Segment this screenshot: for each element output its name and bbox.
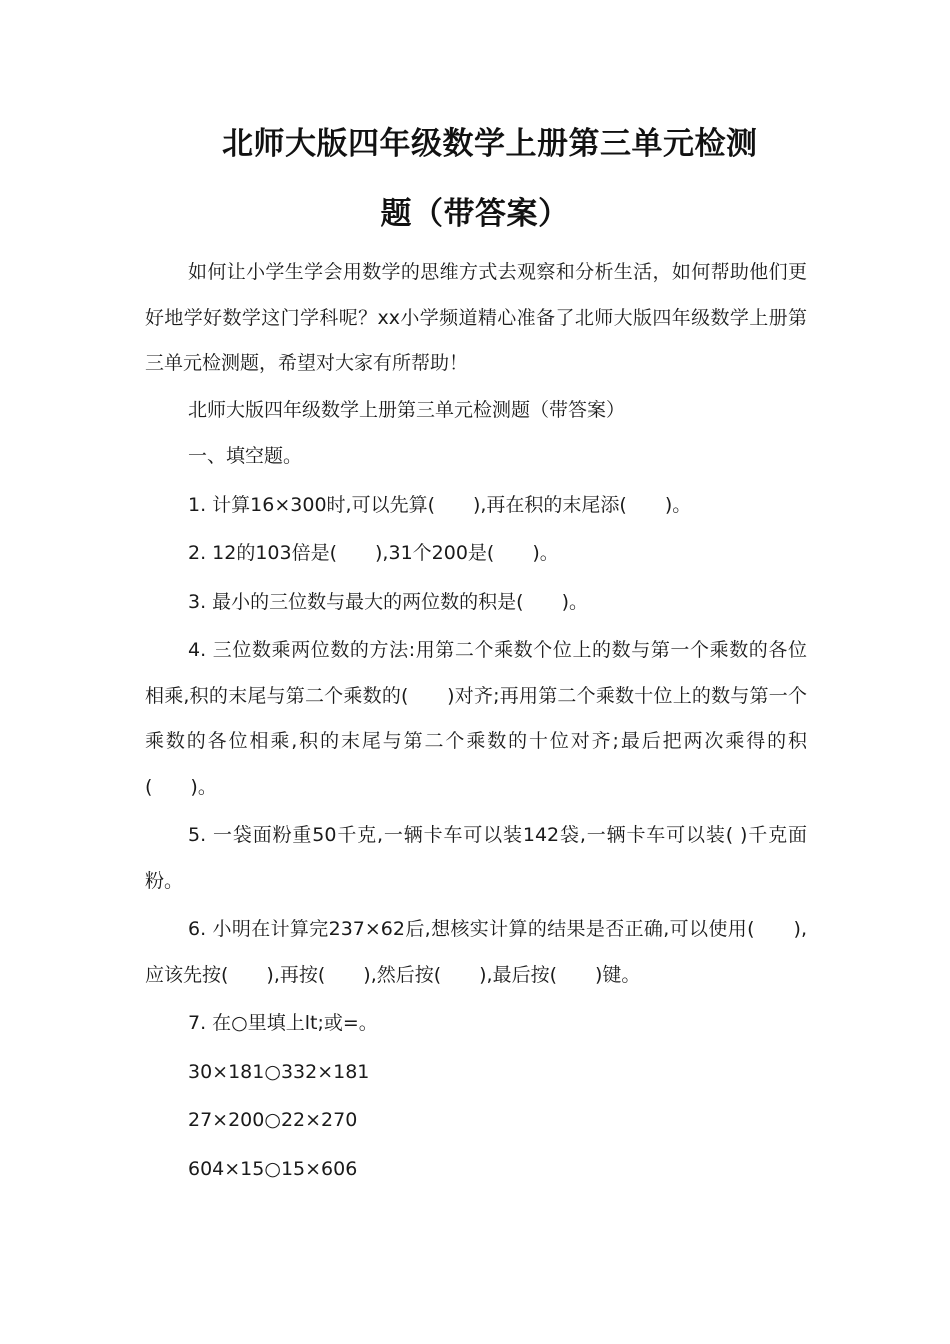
comparison-item-2: 27×200○22×270 bbox=[188, 1109, 358, 1131]
document-body bbox=[145, 250, 807, 1192]
question-3: 3. 最小的三位数与最大的两位数的积是( )。 bbox=[188, 590, 588, 613]
comparison-item-1: 30×181○332×181 bbox=[188, 1060, 370, 1083]
question-1: 1. 计算16×300时,可以先算( ),再在积的末尾添( )。 bbox=[188, 493, 692, 516]
document-title-line-2: 题（带答案） bbox=[380, 196, 570, 232]
subtitle-paragraph: 北师大版四年级数学上册第三单元检测题（带答案） bbox=[188, 398, 626, 421]
question-6: 6. 小明在计算完237×62后,想核实计算的结果是否正确,可以使用( ),应该先按( ),再按( ),然后按( ),最后按( )键。 bbox=[145, 918, 807, 986]
question-4: 4. 三位数乘两位数的方法:用第二个乘数个位上的数与第一个乘数的各位相乘,积的末尾与第二个乘数的( )对齐;再用第二个乘数十位上的数与第一个乘数的各位相乘,积的末尾与第二个乘数的十位对齐;最后把两次乘得的积( )。 bbox=[145, 639, 807, 798]
section-heading: 一、填空题。 bbox=[188, 445, 303, 467]
intro-paragraph: 如何让小学生学会用数学的思维方式去观察和分析生活，如何帮助他们更好地学好数学这门学科呢？xx小学频道精心准备了北师大版四年级数学上册第三单元检测题，希望对大家有所帮助！ bbox=[145, 261, 807, 374]
document-title-line-1: 北师大版四年级数学上册第三单元检测 bbox=[222, 126, 758, 162]
question-5: 5. 一袋面粉重50千克,一辆卡车可以装142袋,一辆卡车可以装( )千克面粉。 bbox=[145, 824, 807, 892]
question-7: 7. 在○里填上lt;或=。 bbox=[188, 1012, 378, 1034]
comparison-item-3: 604×15○15×606 bbox=[188, 1157, 358, 1180]
question-2: 2. 12的103倍是( ),31个200是( )。 bbox=[188, 542, 559, 564]
